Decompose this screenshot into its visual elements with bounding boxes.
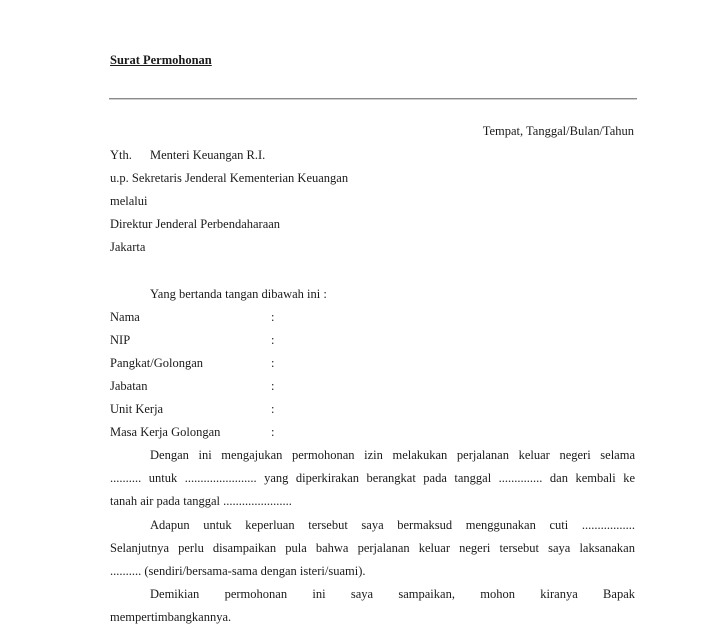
yth-label: Yth. [110,148,132,162]
field-label-nip: NIP [110,333,131,347]
intro-sentence: Yang bertanda tangan dibawah ini : [150,287,327,301]
place-date: Tempat, Tanggal/Bulan/Tahun [482,124,634,138]
addressee-line: melalui [110,194,148,208]
field-colon: : [271,333,275,347]
addressee-line: u.p. Sekretaris Jenderal Kementerian Keuangan [110,171,349,185]
field-colon: : [271,310,275,324]
field-label-jabatan: Jabatan [110,379,148,393]
field-colon: : [271,402,275,416]
paragraph-1-line: .......... untuk ....................... yang diperkirakan berangkat pada tanggal .............. dan kembali ke [110,471,635,485]
paragraph-1-line: Dengan ini mengajukan permohonan izin melakukan perjalanan keluar negeri selama [150,448,635,462]
field-colon: : [271,356,275,370]
header-divider [109,98,637,100]
letter-title: Surat Permohonan [110,53,212,67]
field-label-masa-kerja: Masa Kerja Golongan [110,425,221,439]
paragraph-2-line: Adapun untuk keperluan tersebut saya bermaksud menggunakan cuti ................. [150,518,635,532]
addressee-recipient: Menteri Keuangan R.I. [150,148,266,162]
field-colon: : [271,425,275,439]
field-label-unit-kerja: Unit Kerja [110,402,164,416]
addressee-city: Jakarta [110,240,146,254]
field-label-nama: Nama [110,310,140,324]
field-colon: : [271,379,275,393]
paragraph-1-line: tanah air pada tanggal ...................... [110,494,292,508]
paragraph-3-line: mempertimbangkannya. [110,610,232,624]
addressee-line: Direktur Jenderal Perbendaharaan [110,217,281,231]
paragraph-3-line: Demikian permohonan ini saya sampaikan, mohon kiranya Bapak [150,587,635,601]
paragraph-2-line: Selanjutnya perlu disampaikan pula bahwa perjalanan keluar negeri tersebut saya laksanakan [110,541,635,555]
paragraph-2-line: .......... (sendiri/bersama-sama dengan isteri/suami). [110,564,366,578]
field-label-pangkat: Pangkat/Golongan [110,356,204,370]
